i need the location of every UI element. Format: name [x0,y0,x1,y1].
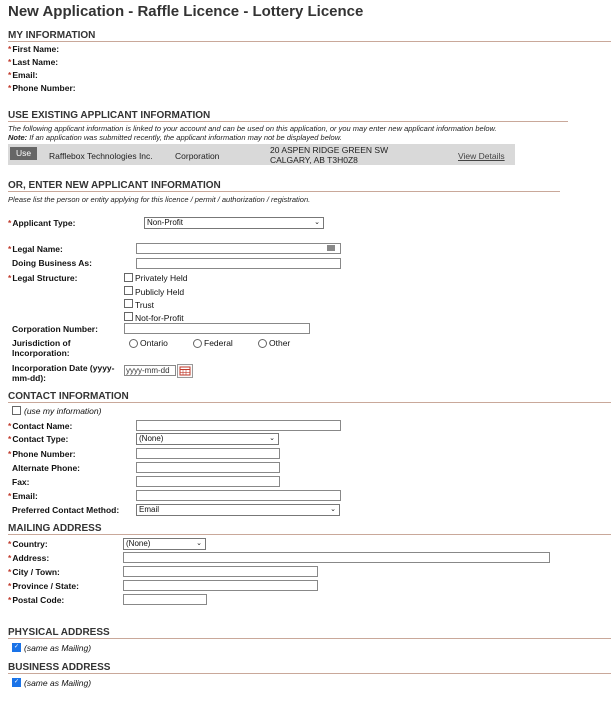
last-name-label: *Last Name: [8,57,59,67]
inc-date-label-1: Incorporation Date (yyyy- [12,363,115,373]
preferred-contact-label: Preferred Contact Method: [12,505,120,515]
business-heading: BUSINESS ADDRESS [8,662,111,673]
inc-date-input[interactable]: yyyy-mm-dd [124,365,176,376]
fax-input[interactable] [136,476,280,487]
chevron-down-icon: ⌄ [269,435,275,442]
contact-rule [8,402,611,403]
contact-heading: CONTACT INFORMATION [8,391,129,402]
physical-heading: PHYSICAL ADDRESS [8,627,110,638]
calendar-icon[interactable] [177,364,193,378]
use-my-info-label: (use my information) [24,406,102,416]
mailing-rule [8,534,611,535]
physical-rule [8,638,611,639]
page-title: New Application - Raffle Licence - Lottery Licence [8,3,364,20]
my-information-heading: MY INFORMATION [8,30,96,41]
jurisdiction-label-1: Jurisdiction of [12,338,71,348]
city-label: *City / Town: [8,567,60,577]
first-name-label: *First Name: [8,44,60,54]
existing-rule [8,121,568,122]
not-for-profit-label: Not-for-Profit [135,313,184,323]
contact-email-input[interactable] [136,490,341,501]
federal-radio[interactable] [193,339,202,348]
physical-same-label: (same as Mailing) [24,643,92,653]
autofill-icon[interactable] [327,245,335,251]
view-details-link[interactable]: View Details [458,151,505,161]
dba-label: Doing Business As: [12,258,92,268]
phone-label: *Phone Number: [8,449,76,459]
dba-input[interactable] [136,258,341,269]
legal-name-label: *Legal Name: [8,244,63,254]
contact-email-label: *Email: [8,491,38,501]
not-for-profit-checkbox[interactable] [124,312,133,321]
trust-checkbox[interactable] [124,299,133,308]
trust-label: Trust [135,300,155,310]
physical-same-checkbox[interactable]: ✓ [13,644,20,650]
contact-type-select[interactable]: (None) ⌄ [136,433,279,445]
new-applicant-heading: OR, ENTER NEW APPLICANT INFORMATION [8,180,221,191]
publicly-held-label: Publicly Held [135,287,185,297]
privately-held-checkbox[interactable] [124,273,133,282]
province-label: *Province / State: [8,581,79,591]
business-rule [8,673,611,674]
existing-heading: USE EXISTING APPLICANT INFORMATION [8,110,211,121]
existing-address-line1: 20 ASPEN RIDGE GREEN SW [270,145,389,155]
other-label: Other [269,338,291,348]
jurisdiction-label-2: Incorporation: [12,348,70,358]
inc-date-label-2: mm-dd): [12,373,46,383]
address-label: *Address: [8,553,50,563]
postal-input[interactable] [123,594,207,605]
existing-structure: Corporation [175,151,220,161]
postal-label: *Postal Code: [8,595,65,605]
existing-address-line2: CALGARY, AB T3H0Z8 [270,155,358,165]
corporation-number-label: Corporation Number: [12,324,98,334]
email-label: *Email: [8,70,38,80]
address-input[interactable] [123,552,550,563]
federal-label: Federal [204,338,233,348]
corporation-number-input[interactable] [124,323,310,334]
use-my-info-checkbox[interactable] [12,406,21,415]
existing-note-line1: The following applicant information is linked to your account and can be used on this application, or you may enter new applicant information below. [8,124,497,133]
phone-number-label: *Phone Number: [8,83,76,93]
use-button[interactable]: Use [10,147,37,160]
phone-input[interactable] [136,448,280,459]
new-applicant-note: Please list the person or entity applying for this licence / permit / authorization / registration. [8,195,311,204]
chevron-down-icon: ⌄ [314,219,320,226]
chevron-down-icon: ⌄ [330,506,336,513]
publicly-held-checkbox[interactable] [124,286,133,295]
contact-name-label: *Contact Name: [8,421,73,431]
applicant-type-select[interactable]: Non-Profit ⌄ [144,217,324,229]
applicant-type-label: *Applicant Type: [8,218,76,228]
city-input[interactable] [123,566,318,577]
legal-structure-label: *Legal Structure: [8,273,78,283]
ontario-radio[interactable] [129,339,138,348]
country-label: *Country: [8,539,48,549]
business-same-checkbox[interactable]: ✓ [13,679,20,685]
ontario-label: Ontario [140,338,168,348]
business-same-label: (same as Mailing) [24,678,92,688]
legal-name-input[interactable] [136,243,341,254]
existing-note-line2: Note: If an application was submitted recently, the applicant information may not be displayed below. [8,133,342,142]
existing-company: Rafflebox Technologies Inc. [49,151,153,161]
new-applicant-rule [8,191,560,192]
chevron-down-icon: ⌄ [196,540,202,547]
alt-phone-input[interactable] [136,462,280,473]
other-radio[interactable] [258,339,267,348]
mailing-heading: MAILING ADDRESS [8,523,102,534]
country-select[interactable]: (None) ⌄ [123,538,206,550]
contact-name-input[interactable] [136,420,341,431]
fax-label: Fax: [12,477,30,487]
alt-phone-label: Alternate Phone: [12,463,81,473]
preferred-contact-select[interactable]: Email ⌄ [136,504,340,516]
contact-type-label: *Contact Type: [8,434,69,444]
privately-held-label: Privately Held [135,273,188,283]
province-input[interactable] [123,580,318,591]
my-information-rule [8,41,611,42]
